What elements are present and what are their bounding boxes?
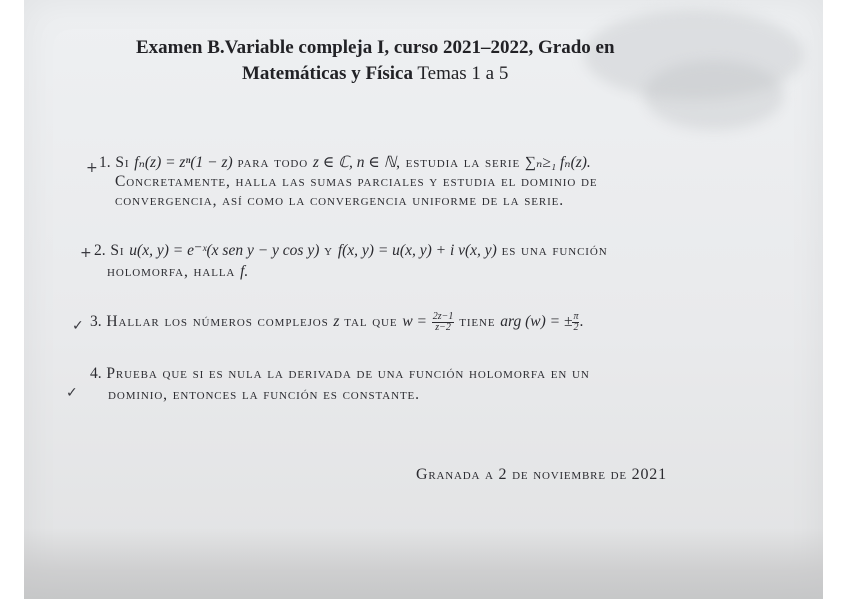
problem-1-line-1 [99, 153, 591, 172]
exam-date-line: Granada a 2 de noviembre de 2021 [416, 466, 667, 483]
problem-1-text-mid: para todo [237, 154, 309, 171]
problem-1-line-2: Concretamente, halla las sumas parciales y estudia el dominio de [115, 173, 598, 190]
problem-1-line-3: convergencia, así como la convergencia uniforme de la serie. [115, 192, 565, 209]
problem-2-f-function: f(x, y) = u(x, y) + i v(x, y) [337, 242, 497, 259]
problem-1-domain: z ∈ ℂ, n ∈ ℕ [312, 154, 397, 171]
problem-4-number: 4. [90, 365, 102, 382]
paper-smudge [644, 60, 784, 130]
problem-1-function: fₙ(z) = zⁿ(1 − z) [134, 154, 233, 171]
handwritten-mark-4: ✓ [66, 385, 78, 401]
problem-4-line-2: dominio, entonces la función es constante. [108, 386, 420, 403]
exam-sheet [24, 0, 823, 599]
problem-2-text: Si [110, 242, 125, 259]
problem-3-z: z [333, 313, 340, 331]
problem-2-text-2: holomorfa, halla [107, 263, 236, 280]
problem-3-period: . [579, 313, 585, 331]
problem-1-series: ∑ₙ≥₁ fₙ(z). [524, 154, 591, 171]
problem-1-text-end: , estudia la serie [396, 154, 521, 171]
problem-3-text-end: tiene [459, 313, 496, 331]
problem-2-number: 2. [94, 242, 106, 259]
problem-1-text: Si [115, 154, 130, 171]
problem-4-line-1 [90, 365, 590, 383]
handwritten-mark-1: + [86, 160, 98, 176]
problem-3-w: w = [402, 313, 427, 331]
exam-title-line-2 [242, 63, 508, 85]
problem-3-text: Hallar los números complejos [106, 313, 329, 331]
problem-3-arg: arg (w) = ± [500, 313, 573, 331]
problem-2-line-1 [94, 241, 608, 260]
handwritten-mark-2: + [80, 245, 92, 261]
problem-4-text: Prueba que si es nula la derivada de una función holomorfa en un [106, 365, 590, 382]
problem-2-f: f. [240, 263, 249, 280]
problem-3-pi-numerator: π [573, 311, 579, 322]
paper-shadow [24, 528, 823, 599]
problem-3-pi-denominator: 2 [573, 322, 579, 333]
handwritten-mark-3: ✓ [72, 318, 84, 334]
problem-2-line-2 [107, 263, 248, 281]
problem-2-text-end: es una función [501, 242, 608, 259]
problem-3-number: 3. [90, 313, 102, 331]
problem-3-text-mid: tal que [344, 313, 398, 331]
problem-3-fraction-numerator: 2z−1 [432, 311, 454, 322]
problem-3-line-1 [90, 312, 584, 333]
exam-title-degree: Matemáticas y Física [242, 63, 413, 84]
problem-2-u-function: u(x, y) = e⁻ˣ(x sen y − y cos y) [129, 242, 320, 259]
problem-2-text-mid: y [324, 242, 334, 259]
exam-title-line-1: Examen B.Variable compleja I, curso 2021–2022, Grado en [136, 37, 615, 58]
problem-1-number: 1. [99, 154, 111, 171]
problem-3-fraction [432, 312, 455, 333]
exam-title-topics: Temas 1 a 5 [412, 63, 509, 84]
problem-3-fraction-denominator: z−2 [435, 322, 451, 333]
